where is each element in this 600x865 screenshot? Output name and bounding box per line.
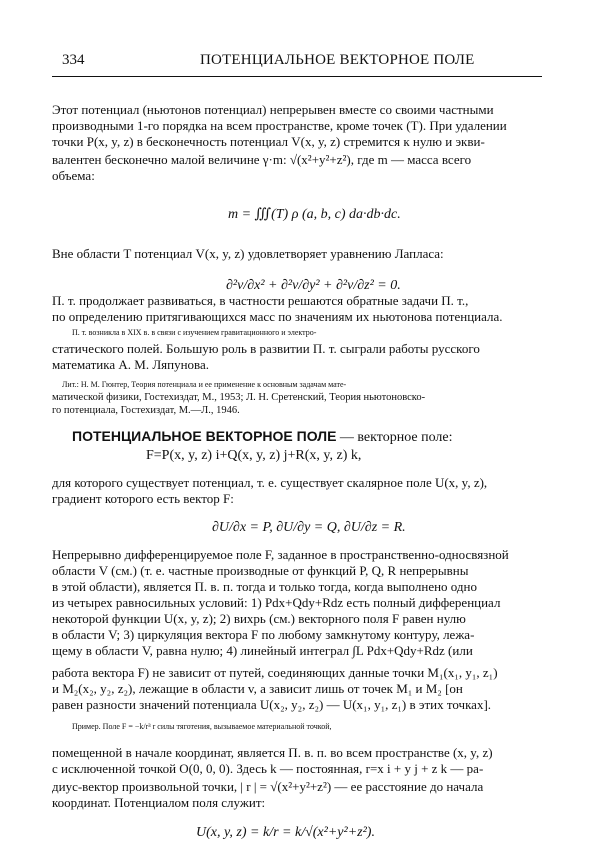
example-line-4: диус-вектор произвольной точки, | r | = √(x²+y²+z²) — ее расстояние до начала [52, 779, 484, 794]
intro-line-4: валентен бесконечно малой величине γ·m: √(x²+y²+z²), где m — масса всего [52, 152, 472, 167]
conditions-line-2: области V (см.) (т. е. частные производные от функций P, Q, R непрерывны [52, 563, 469, 578]
example-line-5: координат. Потенциалом поля служит: [52, 795, 266, 810]
entry-line-a: для которого существует потенциал, т. е. существует скалярное поле U(x, y, z), [52, 475, 488, 490]
history-line-2: по определению притягивающихся масс по значениям их ньютонова потенциала. [52, 309, 503, 324]
intro-line-5: объема: [52, 168, 95, 183]
history-line-4: статического полей. Большую роль в развитии П. т. сыграли работы русского [52, 341, 480, 356]
running-title: ПОТЕНЦИАЛЬНОЕ ВЕКТОРНОЕ ПОЛЕ [200, 52, 475, 68]
entry-headword: ПОТЕНЦИАЛЬНОЕ ВЕКТОРНОЕ ПОЛЕ [72, 428, 337, 444]
intro-line-1: Этот потенциал (ньютонов потенциал) непрерывен вместе со своими частными [52, 102, 494, 117]
potential-formula: U(x, y, z) = k/r = k/√(x²+y²+z²). [196, 825, 375, 840]
conditions-line-4: из четырех равносильных условий: 1) Pdx+Qdy+Rdz есть полный дифференциал [52, 595, 501, 610]
entry-heading [72, 428, 452, 446]
conditions-line-8: работа вектора F) не зависит от путей, соединяющих данные точки M₁(x₁, y₁, z₁) [52, 665, 498, 680]
laplace-equation: ∂²v/∂x² + ∂²v/∂y² + ∂²v/∂z² = 0. [226, 278, 401, 293]
conditions-line-7: щему в области V, равна нулю; 4) линейный интеграл ∫L Pdx+Qdy+Rdz (или [52, 643, 473, 658]
literature-line-3: го потенциала, Гостехиздат, М.—Л., 1946. [52, 405, 240, 416]
laplace-text: Вне области T потенциал V(x, y, z) удовлетворяет уравнению Лапласа: [52, 246, 444, 261]
conditions-line-10: равен разности значений потенциала U(x₂, y₂, z₂) — U(x₁, y₁, z₁) в этих точках]. [52, 697, 492, 712]
literature-line-2: матической физики, Гостехиздат, М., 1953; Л. Н. Сретенский, Теория ньютоновско- [52, 392, 426, 403]
conditions-line-1: Непрерывно дифференцируемое поле F, заданное в пространственно-односвязной [52, 547, 509, 562]
example-line-3: с исключенной точкой O(0, 0, 0). Здесь k — постоянная, r=x i + y j + z k — ра- [52, 761, 484, 776]
history-line-5: математика А. М. Ляпунова. [52, 357, 210, 372]
example-line-2: помещенной в начале координат, является П. в. п. во всем пространстве (x, y, z) [52, 745, 493, 760]
conditions-line-3: в этой области), является П. в. п. тогда и только тогда, когда выполнено одно [52, 579, 478, 594]
field-formula: F=P(x, y, z) i+Q(x, y, z) j+R(x, y, z) k, [146, 448, 362, 463]
running-header [52, 50, 542, 72]
intro-line-2: производными 1-го порядка на всем пространстве, кроме точек (T). При удалении [52, 118, 507, 133]
literature-line-1: Лит.: Н. М. Гюнтер, Теория потенциала и ее применение к основным задачам мате- [62, 380, 347, 389]
entry-definition: — векторное поле: [339, 430, 453, 445]
header-rule [52, 76, 542, 77]
conditions-line-9: и M₂(x₂, y₂, z₂), лежащие в области v, а зависит лишь от точек M₁ и M₂ [он [52, 681, 463, 696]
intro-line-3: точки P(x, y, z) в бесконечность потенциал V(x, y, z) стремится к нулю и экви- [52, 134, 485, 149]
conditions-line-6: в области V; 3) циркуляция вектора F по любому замкнутому контуру, лежа- [52, 627, 475, 642]
entry-line-b: градиент которого есть вектор F: [52, 491, 234, 506]
page-number: 334 [62, 52, 85, 68]
conditions-line-5: некоторой функции U(x, y, z); 2) вихрь (см.) векторного поля F равен нулю [52, 611, 466, 626]
gradient-formula: ∂U/∂x = P, ∂U/∂y = Q, ∂U/∂z = R. [212, 520, 406, 535]
history-line-3: П. т. возникла в XIX в. в связи с изучением гравитационного и электро- [72, 328, 317, 337]
history-line-1: П. т. продолжает развиваться, в частности решаются обратные задачи П. т., [52, 293, 469, 308]
example-line-1: Пример. Поле F = −k/r³ r силы тяготения, вызываемое материальной точкой, [72, 722, 332, 731]
mass-formula: m = ∭(T) ρ (a, b, c) da·db·dc. [228, 207, 401, 222]
